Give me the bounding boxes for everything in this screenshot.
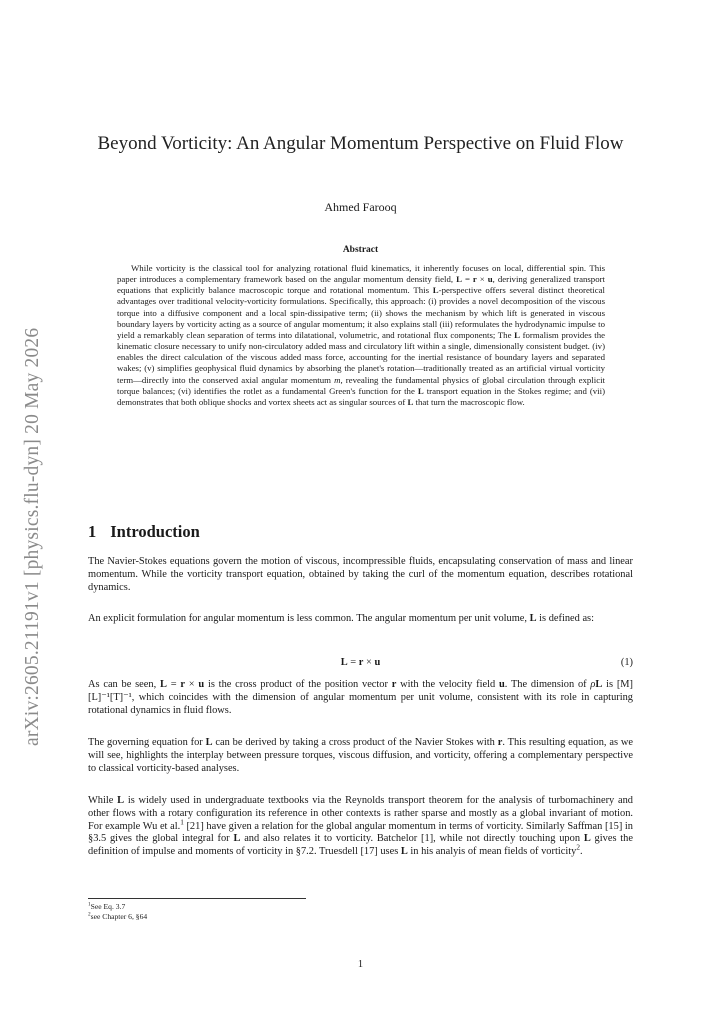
abstract-heading: Abstract	[342, 245, 379, 255]
paper-title: Beyond Vorticity: An Angular Momentum Perspective on Fluid Flow	[97, 133, 624, 154]
paragraph-angular-momentum: An explicit formulation for angular momentum is less common. The angular momentum per unit volume, L is defined as:	[88, 613, 594, 624]
footnote-ref-2[interactable]: 2	[576, 843, 580, 852]
equation-1: L = r × u (1)	[340, 657, 633, 668]
arxiv-side-stamp: arXiv:2605.21191v1 [physics.flu-dyn] 20 May 2026	[22, 327, 43, 746]
section-heading	[88, 522, 633, 542]
paragraph-literature: While L is widely used in undergraduate textbooks via the Reynolds transport theorem for the analysis of turbomachinery and other flows with a rotary configuration its reference in other contexts is rather sparse and mostly as a global invariant of motion. For example Wu et al.$^1$ [21] have given a relation for the global angular momentum in terms of vorticity. Similarly Saffman [15] in §3.5 gives the global integral for L and also relates it to vorticity. Batchelor [1], while not directly touching upon L gives the definition of impulse and moments of vorticity in §7.2. Truesdell [17] uses L in his analyis of mean fields of vorticity$^2$.	[88, 795, 633, 858]
equation-number: (1)	[620, 657, 633, 668]
paragraph-governing-equation: The governing equation for L can be derived by taking a cross product of the Navier Stokes with r. This resulting equation, as we will see, highlights the interplay between pressure torques, viscous diffusion, and vorticity, offering a complementary perspective to classical vorticity-based analyses.	[88, 737, 633, 774]
abstract-body: While vorticity is the classical tool for analyzing rotational fluid kinematics, it inherently focuses on local, differential spin. This paper introduces a complementary framework based on the angular momentum density field, L = r × u, deriving generalized transport equations that explicitly balance macroscopic torque and rotational momentum. This L-perspective offers several distinct theoretical advantages over traditional velocity-vorticity formulations. Specifically, this approach: (i) provides a novel decomposition of the viscous torque into a diffusive component and a local spin-dissipative term; (ii) shows the mechanism by which lift is generated in viscous boundary layers by vorticity acting as a source of angular momentum; it also explains stall (iii) reformulates the hydrodynamic impulse to yield a remarkably clean separation of terms into dilatational, volumetric, and rotational flux components; The L formalism provides the kinematic closure necessary to unify non-circulatory added mass and circulatory lift within a single, dimensionally consistent budget. (iv) enables the direct calculation of the viscous added mass force, accounting for the inertial resistance of boundary layers and separated wakes; (v) simplifies geophysical fluid dynamics by absorbing the planet's rotation—traditionally treated as an artificial virtual vorticity term—directly into the conserved axial angular momentum m, revealing the fundamental physics of global circulation through explicit torque balances; (vi) identifies the rotlet as a fundamental Green's function for the L transport equation in the Stokes regime; and (vii) demonstrates that both oblique shocks and vortex sheets act as singular sources of L that turn the macroscopic flow.	[117, 263, 605, 407]
paragraph-cross-product: As can be seen, L = r × u is the cross product of the position vector r with the velocity field u. The dimension of ρL is [M][L]⁻¹[T]⁻¹, which coincides with the dimension of angular momentum per unit volume, consistent with its role in capturing rotational dynamics in fluid flows.	[88, 679, 633, 716]
footnote-ref-1[interactable]: 1	[180, 818, 184, 827]
footnote-divider	[88, 898, 306, 899]
author-name: Ahmed Farooq	[324, 200, 397, 214]
paragraph-intro: The Navier-Stokes equations govern the motion of viscous, incompressible fluids, encapsulating conservation of mass and linear momentum. While the vorticity transport equation, obtained by taking the curl of the momentum equation, describes rotational dynamics.	[88, 556, 633, 593]
section-number: 1	[88, 522, 97, 541]
section-title: Introduction	[110, 522, 200, 541]
footnote-2: $^2$see Chapter 6, §64	[88, 911, 148, 921]
footnote-1: $^1$See Eq. 3.7	[88, 901, 126, 911]
page-number: 1	[357, 959, 364, 970]
